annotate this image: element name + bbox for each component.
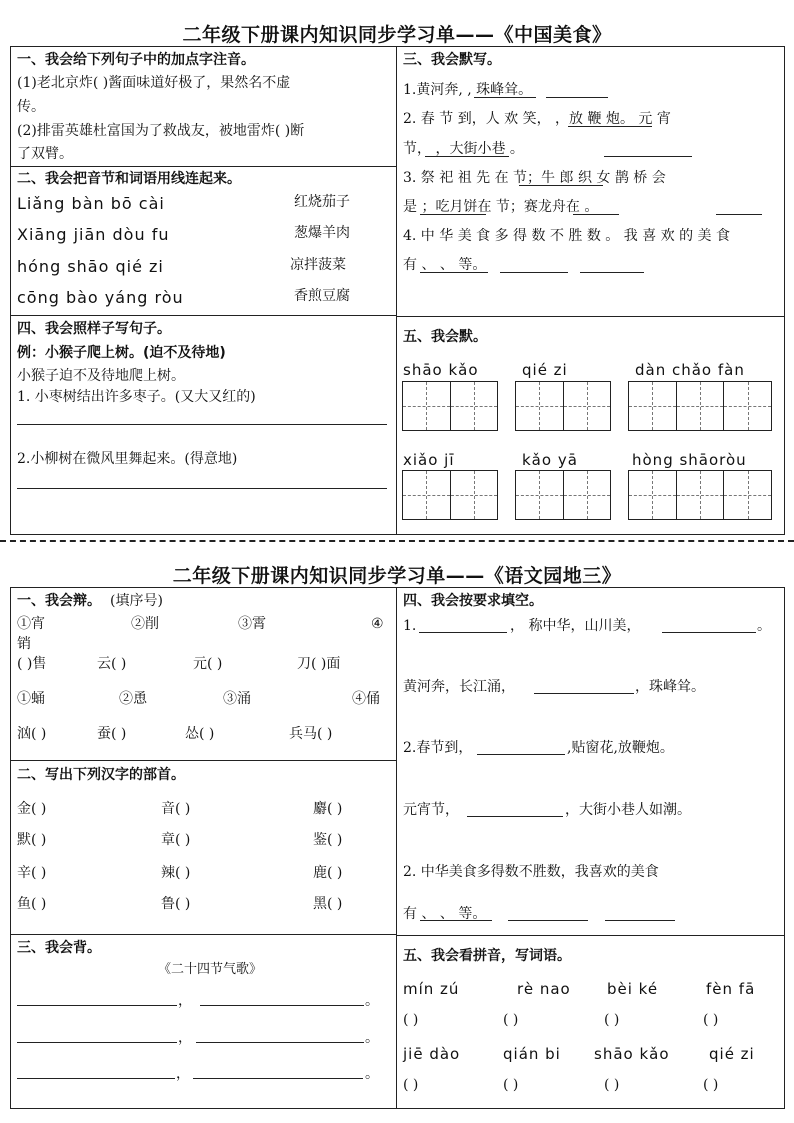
s2-word-3[interactable]: 凉拌菠菜 <box>290 257 346 273</box>
s2-5-py-3: bèi ké <box>607 980 659 998</box>
s2-4-l1a: 1. <box>403 618 417 634</box>
s3-blank-11[interactable] <box>500 272 568 273</box>
poem-line-1a[interactable] <box>17 1005 177 1006</box>
s2-4-l2b: ，珠峰耸。 <box>635 679 705 695</box>
poem-title: 《二十四节气歌》 <box>158 962 263 977</box>
s2-5-py-6: qián bi <box>503 1045 561 1063</box>
s5-pinyin-2: qié zi <box>522 361 568 379</box>
s2-4-l5: 2. 中华美食多得数不胜数，我喜欢的美食 <box>403 864 659 880</box>
radical-1[interactable]: 金( ) <box>17 801 47 817</box>
s5-writing-grid-6[interactable] <box>628 470 772 520</box>
s3-line4: 3. 祭 祀 祖 先 在 节；牛 郎 织 女 鹊 桥 会 <box>403 170 666 186</box>
s2-5-paren-7[interactable]: ( ) <box>604 1077 620 1093</box>
s2-1-row2-2[interactable]: 蚕( ) <box>97 726 127 742</box>
s3-line2: 2. 春 节 到，人 欢 笑， ，放 鞭 炮。 元 宵 <box>403 111 671 127</box>
poem-period-1: 。 <box>365 993 379 1009</box>
s2-pinyin-1[interactable]: Liǎng bàn bō cài <box>17 194 165 213</box>
s3-line6: 4. 中 华 美 食 多 得 数 不 胜 数 。 我 喜 欢 的 美 食 <box>403 228 731 244</box>
poem-line-2b[interactable] <box>196 1042 364 1043</box>
radical-5[interactable]: 章( ) <box>161 832 191 848</box>
s5-writing-grid-3[interactable] <box>628 381 772 431</box>
radical-3[interactable]: 麝( ) <box>313 801 343 817</box>
s3-blank-2[interactable] <box>546 97 608 98</box>
s2-1-row1-4[interactable]: 刀( )面 <box>297 656 341 672</box>
s2-4-l4b: ，大街小巷人如潮。 <box>565 802 691 818</box>
s2-1-opt-4-char: 销 <box>17 636 31 652</box>
s2-1-row1-1[interactable]: ( )售 <box>17 656 47 672</box>
s2-pinyin-4[interactable]: cōng bào yáng ròu <box>17 288 184 307</box>
s2-4-l1b: ， 称中华，山川美， <box>510 618 641 634</box>
s3-blank-10[interactable] <box>420 272 488 273</box>
s2-1-opt2-1: ①蛹 <box>17 691 45 707</box>
s2-4-blank-4[interactable] <box>477 754 565 755</box>
s2-4-l4a: 元宵节， <box>403 802 459 818</box>
s2-5-py-1: mín zú <box>403 980 460 998</box>
s2-4-blank-1[interactable] <box>419 632 507 633</box>
s3-blank-7[interactable] <box>420 214 486 215</box>
s4-q1-answer-line[interactable] <box>17 424 387 425</box>
s2-4-blank-5[interactable] <box>467 816 563 817</box>
poem-line-3b[interactable] <box>193 1078 363 1079</box>
poem-comma-1: ， <box>178 993 192 1009</box>
s2-4-blank-2[interactable] <box>662 632 756 633</box>
s2-1-heading: 一、我会辩。 <box>17 593 101 609</box>
sheet2-title: 二年级下册课内知识同步学习单——《语文园地三》 <box>172 565 622 587</box>
radical-7[interactable]: 辛( ) <box>17 865 47 881</box>
s1-q1-line2: 传。 <box>17 99 45 115</box>
s2-5-paren-3[interactable]: ( ) <box>604 1012 620 1028</box>
s3-line1: 1.黄河奔, , 珠峰耸。 <box>403 82 533 98</box>
s4-q1: 1. 小枣树结出许多枣子。(又大又红的) <box>17 389 256 405</box>
s2-5-py-5: jiē dào <box>403 1045 461 1063</box>
s2-1-heading-note: (填序号) <box>110 593 163 609</box>
radical-11[interactable]: 鲁( ) <box>161 896 191 912</box>
sheet2-s4-box <box>396 587 785 936</box>
poem-line-1b[interactable] <box>200 1005 364 1006</box>
s4-q2-answer-line[interactable] <box>17 488 387 489</box>
s5-pinyin-5: kǎo yā <box>522 451 578 469</box>
s2-pinyin-3[interactable]: hóng shāo qié zi <box>17 257 164 276</box>
s2-5-py-2: rè nao <box>517 980 571 998</box>
s5-pinyin-4: xiǎo jī <box>403 451 455 469</box>
s2-3-heading: 三、我会背。 <box>17 940 101 956</box>
s2-5-paren-1[interactable]: ( ) <box>403 1012 419 1028</box>
s3-line7: 有 、 、 等。 <box>403 257 487 273</box>
s4-heading: 四、我会照样子写句子。 <box>17 321 171 337</box>
s2-1-row1-3[interactable]: 元( ) <box>193 656 223 672</box>
s2-1-row2-4[interactable]: 兵马( ) <box>289 726 333 742</box>
s2-4-blank-3[interactable] <box>534 693 634 694</box>
poem-line-3a[interactable] <box>17 1078 175 1079</box>
s2-5-py-7: shāo kǎo <box>594 1045 670 1063</box>
s2-4-l3b: ,贴窗花,放鞭炮。 <box>567 740 674 756</box>
s3-blank-4[interactable] <box>425 156 509 157</box>
s2-word-1[interactable]: 红烧茄子 <box>294 194 350 210</box>
s1-q1-line1: (1)老北京炸( )酱面味道好极了，果然名不虚 <box>17 75 291 91</box>
s2-5-paren-8[interactable]: ( ) <box>703 1077 719 1093</box>
s2-heading: 二、我会把音节和词语用线连起来。 <box>17 171 241 187</box>
sheet2-s3-box <box>10 934 397 1109</box>
s1-q2-line1: (2)排雷英雄杜富国为了救战友，被地雷炸( )断 <box>17 123 305 139</box>
s2-1-opt-1: ①宵 <box>17 616 45 632</box>
sheet1-title: 二年级下册课内知识同步学习单——《中国美食》 <box>182 24 612 46</box>
s2-word-4[interactable]: 香煎豆腐 <box>294 288 350 304</box>
poem-line-2a[interactable] <box>17 1042 177 1043</box>
s2-4-blank-6[interactable] <box>420 920 492 921</box>
s3-blank-8[interactable] <box>573 214 619 215</box>
s5-writing-grid-2[interactable] <box>515 381 611 431</box>
s3-line5: 是 ；吃月饼在 节；赛龙舟在 。 <box>403 199 599 215</box>
s4-q2: 2.小柳树在微风里舞起来。(得意地) <box>17 451 238 467</box>
s4-example: 例：小猴子爬上树。(迫不及待地) <box>17 345 226 361</box>
radical-10[interactable]: 鱼( ) <box>17 896 47 912</box>
s2-5-paren-5[interactable]: ( ) <box>403 1077 419 1093</box>
cut-line <box>0 540 794 542</box>
s2-4-l6: 有 、 、 等。 <box>403 906 487 922</box>
s2-1-row2-1[interactable]: 汹( ) <box>17 726 47 742</box>
s2-4-blank-8[interactable] <box>605 920 675 921</box>
s3-line3: 节， ，大街小巷 。 <box>403 141 524 157</box>
s3-blank-1[interactable] <box>474 97 536 98</box>
poem-period-3: 。 <box>365 1066 379 1082</box>
s2-5-paren-4[interactable]: ( ) <box>703 1012 719 1028</box>
s3-blank-12[interactable] <box>580 272 644 273</box>
s2-1-opt-4: ④ <box>371 616 384 632</box>
poem-comma-2: ， <box>178 1030 192 1046</box>
s5-pinyin-3: dàn chǎo fàn <box>635 361 745 379</box>
s5-writing-grid-4[interactable] <box>402 470 498 520</box>
s2-1-row2-3[interactable]: 怂( ) <box>185 726 215 742</box>
s5-heading: 五、我会默。 <box>403 329 487 345</box>
s4-example-answer: 小猴子迫不及待地爬上树。 <box>17 368 185 384</box>
s1-q2-line2: 了双臂。 <box>17 146 73 162</box>
s2-4-l1-end: 。 <box>757 618 771 634</box>
radical-2[interactable]: 音( ) <box>161 801 191 817</box>
s3-heading: 三、我会默写。 <box>403 52 501 68</box>
s2-4-blank-7[interactable] <box>508 920 588 921</box>
s3-blank-6[interactable] <box>519 185 603 186</box>
s1-heading: 一、我会给下列句子中的加点字注音。 <box>17 52 255 68</box>
s5-pinyin-6: hòng shāoròu <box>632 451 747 469</box>
s2-5-paren-2[interactable]: ( ) <box>503 1012 519 1028</box>
s3-blank-9[interactable] <box>716 214 762 215</box>
s2-1-row1-2[interactable]: 云( ) <box>97 656 127 672</box>
s3-blank-5[interactable] <box>604 156 692 157</box>
poem-period-2: 。 <box>365 1030 379 1046</box>
s2-1-opt2-3: ③涌 <box>223 691 251 707</box>
radical-9[interactable]: 鹿( ) <box>313 865 343 881</box>
s2-5-py-4: fèn fā <box>706 980 756 998</box>
s2-5-py-8: qié zi <box>709 1045 755 1063</box>
s5-writing-grid-5[interactable] <box>515 470 611 520</box>
s2-2-heading: 二、写出下列汉字的部首。 <box>17 767 185 783</box>
s2-word-2[interactable]: 葱爆羊肉 <box>294 225 350 241</box>
radical-12[interactable]: 黑( ) <box>313 896 343 912</box>
poem-comma-3: ， <box>176 1066 190 1082</box>
s5-pinyin-1: shāo kǎo <box>403 361 479 379</box>
s2-pinyin-2[interactable]: Xiāng jiān dòu fu <box>17 225 170 244</box>
radical-6[interactable]: 鉴( ) <box>313 832 343 848</box>
s2-4-l2a: 黄河奔，长江涌， <box>403 679 515 695</box>
s2-1-opt-3: ③霄 <box>238 616 266 632</box>
s2-1-opt2-4: ④俑 <box>352 691 380 707</box>
s2-1-opt-2: ②削 <box>131 616 159 632</box>
radical-4[interactable]: 默( ) <box>17 832 47 848</box>
s2-1-opt2-2: ②恿 <box>119 691 147 707</box>
s2-4-heading: 四、我会按要求填空。 <box>403 593 543 609</box>
s5-writing-grid-1[interactable] <box>402 381 498 431</box>
radical-8[interactable]: 辣( ) <box>161 865 191 881</box>
s3-blank-3[interactable] <box>568 126 652 127</box>
s2-5-paren-6[interactable]: ( ) <box>503 1077 519 1093</box>
s2-4-l3a: 2.春节到， <box>403 740 473 756</box>
s2-5-heading: 五、我会看拼音，写词语。 <box>403 948 571 964</box>
